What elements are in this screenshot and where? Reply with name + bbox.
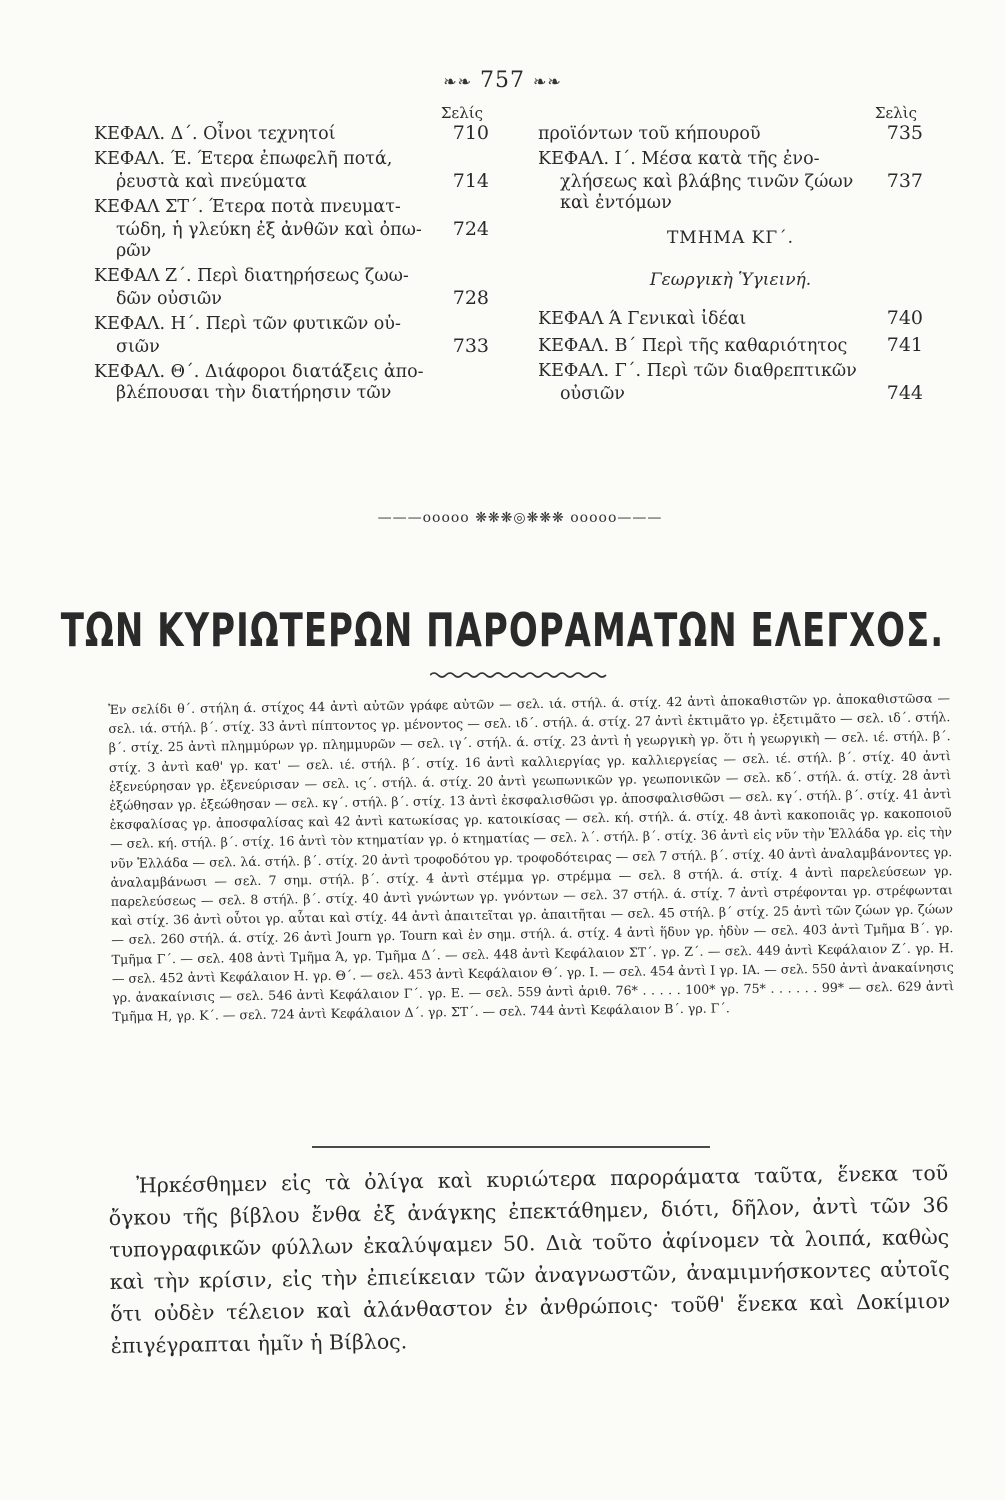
toc-entries	[94, 122, 489, 404]
toc-entry-row	[538, 382, 923, 405]
toc-entry-label: ΚΕΦΑΛ. Θ΄. Διάφοροι διατάξεις ἀπο-	[94, 362, 424, 382]
toc-entry-label: ΚΕΦΑΛ. Ι΄. Μέσα κατὰ τῆς ἐνο-	[538, 149, 820, 169]
toc-entry-label: ΚΕΦΑΛ. Β΄ Περὶ τῆς καθαριότητος	[538, 335, 848, 356]
toc-entry-row	[94, 266, 489, 287]
toc-entry-label: προϊόντων τοῦ κήπουροῦ	[538, 124, 761, 144]
toc-entry	[538, 149, 923, 214]
toc-entry-page: 744	[886, 381, 923, 404]
closing-paragraph	[108, 1157, 951, 1362]
horizontal-rule	[312, 1146, 710, 1148]
page-number	[0, 68, 1005, 93]
toc-entry-label: ΚΕΦΑΛ. Η΄. Περὶ τῶν φυτικῶν οὐ-	[94, 314, 401, 334]
toc-entry-continuation: τώδη, ἡ γλεύκη ἐξ ἀνθῶν καὶ ὀπω- ρῶν	[116, 220, 422, 261]
toc-entry	[538, 122, 923, 145]
toc-entry	[94, 197, 489, 262]
toc-entry-label: ΚΕΦΑΛ. Γ΄. Περὶ τῶν διαθρεπτικῶν	[538, 360, 857, 381]
toc-entry-label: ΚΕΦΑΛ ΣΤ΄. Έτερα ποτὰ πνευματ-	[94, 197, 401, 217]
toc-entry-page: 733	[452, 335, 489, 357]
toc-entry-row	[94, 383, 489, 404]
toc-entry-continuation: οὐσιῶν	[560, 383, 625, 404]
toc-entry-page: 735	[886, 122, 923, 144]
toc-entry-row	[94, 197, 489, 218]
toc-entry-row	[538, 149, 923, 170]
toc-entry-label: ΚΕΦΑΛ. Δ΄. Οἶνοι τεχνητοί	[94, 124, 336, 144]
toc-entry-row	[94, 287, 489, 310]
toc-entry-page: 724	[452, 218, 489, 240]
toc-entry-continuation: δῶν οὐσιῶν	[116, 289, 222, 309]
toc-entry-continuation: ῥευστὰ καὶ πνεύματα	[116, 172, 307, 192]
toc-entry-row	[94, 218, 489, 262]
toc-entry	[538, 307, 923, 330]
toc-left-column	[94, 104, 489, 408]
errata-title: ΤΩΝ ΚΥΡΙΩΤΕΡΩΝ ΠΑΡΟΡΑΜΑΤΩΝ ΕΛΕΓΧΟΣ.	[60, 604, 945, 658]
toc-entries	[538, 122, 923, 214]
toc-entry-label: ΚΕΦΑΛ Ζ΄. Περὶ διατηρήσεως ζωω-	[94, 266, 409, 286]
closing-text: Ἠρκέσθημεν εἰς τὰ ὀλίγα καὶ κυριώτερα παροράματα ταῦτα, ἕνεκα τοῦ ὄγκου τῆς βίβλου ἔνθα ἐξ ἀνάγκης ἐπεκτάθημεν, διότι, δῆλον, ἀντὶ τῶν 36 τυπογραφικῶν φύλλων ἐκαλύψαμεν 50. Διὰ τοῦτο ἀφίνομεν τὰ λοιπά, καθὼς καὶ τὴν κρίσιν, εἰς τὴν ἐπιείκειαν τῶν ἀναγνωστῶν, ἀναμιμνήσκοντες αὐτοῖς ὅτι οὐδὲν τέλειον καὶ ἀλάνθαστον ἐν ἀνθρώποις· τοῦθ' ἕνεκα καὶ Δοκίμιον ἐπιγέγραπται ἡμῖν ἡ Βίβλος.	[108, 1160, 951, 1358]
toc-entry	[94, 362, 489, 404]
column-header: Σελίς	[440, 104, 483, 122]
toc-entry	[94, 122, 489, 145]
column-header: Σελὶς	[874, 104, 917, 122]
ornament-right-icon: ❧❧	[533, 72, 562, 91]
toc-entry	[94, 149, 489, 193]
toc-entry-continuation: σιῶν	[116, 337, 160, 357]
section-subtitle: Γεωργικὴ Ὑγιεινή.	[649, 270, 812, 291]
section-title: ΤΜΗΜΑ ΚΓ΄.	[666, 228, 795, 248]
toc-entry-page: 741	[886, 333, 923, 356]
toc-entry	[94, 266, 489, 310]
wavy-rule-icon	[430, 670, 610, 680]
toc-entry-continuation: χλήσεως καὶ βλάβης τινῶν ζώων καὶ ἐντόμων	[560, 172, 854, 213]
toc-entry-row	[94, 335, 489, 358]
toc-entry-page: 710	[452, 122, 489, 144]
toc-entry-row	[538, 170, 923, 214]
toc-entries	[538, 307, 923, 405]
toc-entry	[538, 361, 923, 405]
ornamental-divider: ———ooooo ❋❋❋◎❋❋❋ ooooo———	[377, 510, 663, 526]
ornament-left-icon: ❧❧	[443, 72, 472, 91]
toc-entry-row	[94, 122, 489, 145]
toc-entry-row	[94, 362, 489, 383]
toc-entry-page: 728	[452, 287, 489, 309]
toc-entry	[94, 314, 489, 358]
toc-entry-row	[538, 361, 923, 382]
toc-entry-page: 737	[886, 170, 923, 192]
toc-entry-row	[538, 307, 923, 330]
toc-entry-row	[538, 122, 923, 145]
toc-entry-row	[94, 149, 489, 170]
toc-entry-label: ΚΕΦΑΛ. Έ. Έτερα ἐπωφελῆ ποτά,	[94, 149, 393, 169]
page-number-value: 757	[480, 68, 525, 93]
toc-entry-label: ΚΕΦΑΛ Ά Γενικαὶ ἰδέαι	[538, 308, 747, 329]
toc-right-column	[538, 104, 923, 409]
toc-entry-continuation: βλέπουσαι τὴν διατήρησιν τῶν	[116, 383, 392, 403]
errata-body: Ἐν σελίδι θ΄. στήλη ά. στίχος 44 ἀντὶ αὐτῶν γράφε αὐτῶν — σελ. ιά. στήλ. ά. στίχ. 42 ἀντὶ ἀποκαθιστῶν γρ. ἀποκαθιστῶσα — σελ. ιά. στήλ. β΄. στίχ. 33 ἀντὶ πίπτοντος γρ. μένοντος — σελ. ιδ΄. στήλ. ά. στίχ. 27 ἀντὶ ἐκτιμᾶτο γρ. ἐξετιμᾶτο — σελ. ιδ΄. στήλ. β΄. στίχ. 25 ἀντὶ πλημμύρων γρ. πλημμυρῶν — σελ. ιγ΄. στήλ. ά. στίχ. 23 ἀντὶ ἡ γεωργικὴ γρ. ὅτι ἡ γεωργικὴ — σελ. ιέ. στήλ. β΄. στίχ. 3 ἀντὶ καθ' γρ. κατ' — σελ. ιέ. στήλ. β΄. στίχ. 16 ἀντὶ καλλιεργίας γρ. καλλιεργείας — σελ. ιέ. στήλ. β΄. στίχ. 40 ἀντὶ ἐξενεύρησαν γρ. ἐξενεύρισαν — σελ. ις΄. στήλ. ά. στίχ. 20 ἀντὶ γεωπωνικῶν γρ. γεωπονικῶν — σελ. κδ΄. στήλ. ά. στίχ. 28 ἀντὶ ἐξώθησαν γρ. ἐξεώθησαν — σελ. κγ΄. στήλ. β΄. στίχ. 13 ἀντὶ ἐκσφαλισθῶσι γρ. ἀποσφαλισθῶσι — σελ. κγ΄. στήλ. β΄. στίχ. 41 ἀντὶ ἐκσφαλίσας γρ. ἀποσφαλίσας καὶ 42 ἀντὶ κατωκίσας γρ. κατοικίσας — σελ. κή. στήλ. ά. στίχ. 48 ἀντὶ κακοποιᾶς γρ. κακοποιοῦ — σελ. κή. στήλ. β΄. στίχ. 16 ἀντὶ τὸν κτηματίαν γρ. ὁ κτηματίας — σελ. λ΄. στήλ. β΄. στίχ. 36 ἀντὶ εἰς νῦν τὴν Ἑλλάδα γρ. εἰς τὴν νῦν Ἑλλάδα — σελ. λά. στήλ. β΄. στίχ. 20 ἀντὶ τροφοδότου γρ. τροφοδότειρας — σελ 7 στήλ. β΄. στίχ. 40 ἀντὶ ἀναλαμβάνοντες γρ. ἀναλαμβάνωσι — σελ. 7 σημ. στήλ. β΄. στίχ. 4 ἀντὶ στέμμα γρ. στρέμμα — σελ. 8 στήλ. ά. στίχ. 4 ἀντὶ παρελεύσεων γρ. παρελεύσεως — σελ. 8 στήλ. β΄. στίχ. 40 ἀντὶ γνώντων γρ. γνόντων — σελ. 37 στήλ. ά. στίχ. 7 ἀντὶ στρέφονται γρ. στρέφωνται καὶ στίχ. 36 ἀντὶ οὗτοι γρ. αὗται καὶ στίχ. 44 ἀντὶ ἀπαιτεῖται γρ. ἀπαιτῆται — σελ. 45 στήλ. β΄ στίχ. 25 ἀντὶ τῶν ζώων γρ. ζώων — σελ. 260 στήλ. ά. στίχ. 26 ἀντὶ Journ γρ. Tourn καὶ ἐν σημ. στήλ. ά. στίχ. 4 ἀντὶ ἥδυν γρ. ἡδὺν — σελ. 403 ἀντὶ Τμῆμα Β΄. γρ. Τμῆμα Γ΄. — σελ. 408 ἀντὶ Τμῆμα Ά, γρ. Τμῆμα Δ΄. — σελ. 448 ἀντὶ Κεφάλαιον ΣΤ΄. γρ. Ζ΄. — σελ. 449 ἀντὶ Κεφάλαιον Ζ΄. γρ. Η. — σελ. 452 ἀντὶ Κεφάλαιον Η. γρ. Θ΄. — σελ. 453 ἀντὶ Κεφάλαιον Θ΄. γρ. Ι. — σελ. 454 ἀντὶ Ι γρ. ΙΑ. — σελ. 550 ἀντὶ ἀνακαίνησις γρ. ἀνακαίνισις — σελ. 546 ἀντὶ Κεφάλαιον Γ΄. γρ. Ε. — σελ. 559 ἀντὶ ἀριθ. 76* . . . . . 100* γρ. 75* . . . . . . 99* — σελ. 629 ἀντὶ Τμῆμα Η, γρ. Κ΄. — σελ. 724 ἀντὶ Κεφάλαιον Δ΄. γρ. ΣΤ΄. — σελ. 744 ἀντὶ Κεφάλαιον Β΄. γρ. Γ΄.	[108, 690, 955, 1025]
toc-entry-page: 714	[452, 170, 489, 192]
toc-entry-row	[94, 314, 489, 335]
toc-entry-row	[94, 170, 489, 193]
toc-entry-row	[538, 334, 923, 357]
toc-entry-page: 740	[886, 306, 923, 329]
toc-entry	[538, 334, 923, 357]
